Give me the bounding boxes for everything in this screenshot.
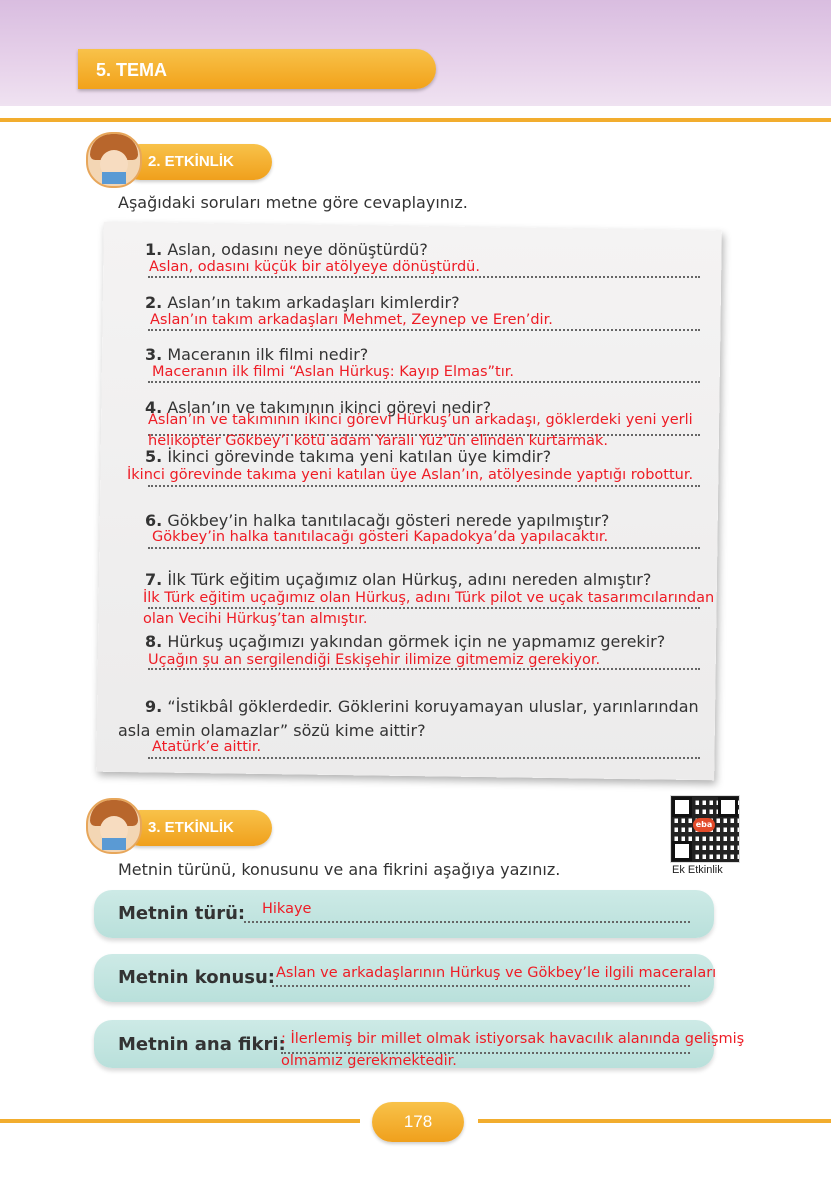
answer-4-line-1[interactable]: Aslan’ın ve takımının ikinci görevi Hürkuş’un arkadaşı, göklerdeki yeni yerli [148, 412, 693, 428]
text-type-line [244, 919, 690, 923]
answer-line-6 [148, 545, 700, 549]
theme-title: 5. TEMA [96, 60, 168, 80]
eba-badge-icon: eba [693, 818, 715, 832]
answer-line-5 [148, 483, 700, 487]
question-1: 1. Aslan, odasını neye dönüştürdü? [145, 240, 428, 259]
footer-divider-right [478, 1119, 831, 1123]
text-subject-line [272, 983, 690, 987]
activity3-title: 3. ETKİNLİK [148, 819, 234, 836]
answer-8[interactable]: Uçağın şu an sergilendiği Eskişehir ilimize gitmemiz gerekiyor. [148, 652, 601, 668]
answer-6[interactable]: Gökbey’in halka tanıtılacağı gösteri Kapadokya’da yapılacaktır. [152, 529, 609, 545]
text-subject-answer[interactable]: Aslan ve arkadaşlarının Hürkuş ve Gökbey’le ilgili maceraları [276, 965, 717, 981]
answer-7-line-1[interactable]: İlk Türk eğitim uçağımız olan Hürkuş, adını Türk pilot ve uçak tasarımcılarından [143, 590, 715, 606]
activity2-title: 2. ETKİNLİK [148, 153, 234, 170]
answer-5[interactable]: İkinci görevinde takıma yeni katılan üye Aslan’ın, atölyesinde yaptığı robottur. [127, 467, 694, 483]
main-idea-answer-line-1[interactable]: : İlerlemiş bir millet olmak istiyorsak havacılık alanında gelişmiş [281, 1031, 745, 1047]
main-idea-label: Metnin ana fikri: [118, 1034, 286, 1055]
question-8: 8. Hürkuş uçağımızı yakından görmek için ne yapmamız gerekir? [145, 632, 666, 651]
question-3: 3. Maceranın ilk filmi nedir? [145, 345, 369, 364]
qr-corner [718, 797, 738, 817]
qr-label: Ek Etkinlik [672, 864, 723, 876]
activity3-instruction: Metnin türünü, konusunu ve ana fikrini aşağıya yazınız. [118, 860, 561, 879]
text-type-label: Metnin türü: [118, 903, 246, 924]
page-number: 178 [403, 1112, 433, 1131]
activity2-instruction: Aşağıdaki soruları metne göre cevaplayınız. [118, 193, 468, 212]
answer-9[interactable]: Atatürk’e aittir. [152, 739, 262, 755]
question-9-line-2: asla emin olamazlar” sözü kime aittir? [118, 721, 426, 740]
answer-3[interactable]: Maceranın ilk filmi “Aslan Hürkuş: Kayıp Elmas”tır. [152, 364, 514, 380]
main-idea-answer-line-2[interactable]: olmamız gerekmektedir. [281, 1053, 457, 1069]
answer-2[interactable]: Aslan’ın takım arkadaşları Mehmet, Zeynep ve Eren’dir. [150, 312, 553, 328]
qr-corner [672, 797, 692, 817]
footer-divider-left [0, 1119, 360, 1123]
answer-4-line-2[interactable]: helikopter Gökbey’i kötü adam Yaralı Yüz’ün elinden kurtarmak. [148, 433, 609, 449]
text-type-answer[interactable]: Hikaye [262, 901, 312, 917]
answer-7-line-2[interactable]: olan Vecihi Hürkuş’tan almıştır. [143, 611, 368, 627]
answer-line-9 [148, 755, 700, 759]
student-avatar-icon [86, 132, 142, 188]
question-9-line-1: 9. “İstikbâl göklerdedir. Göklerini koruyamayan uluslar, yarınlarından [145, 697, 699, 716]
question-7: 7. İlk Türk eğitim uçağımız olan Hürkuş, adını nereden almıştır? [145, 570, 652, 589]
question-2: 2. Aslan’ın takım arkadaşları kimlerdir? [145, 293, 460, 312]
header-divider [0, 118, 831, 122]
text-subject-label: Metnin konusu: [118, 967, 275, 988]
question-5: 5. İkinci görevinde takıma yeni katılan üye kimdir? [145, 447, 552, 466]
question-6: 6. Gökbey’in halka tanıtılacağı gösteri nerede yapılmıştır? [145, 511, 610, 530]
answer-1[interactable]: Aslan, odasını küçük bir atölyeye dönüştürdü. [149, 259, 480, 275]
student-avatar-icon [86, 798, 142, 854]
question-4: 4. Aslan’ın ve takımının ikinci görevi nedir? [145, 398, 492, 417]
qr-corner [672, 841, 692, 861]
